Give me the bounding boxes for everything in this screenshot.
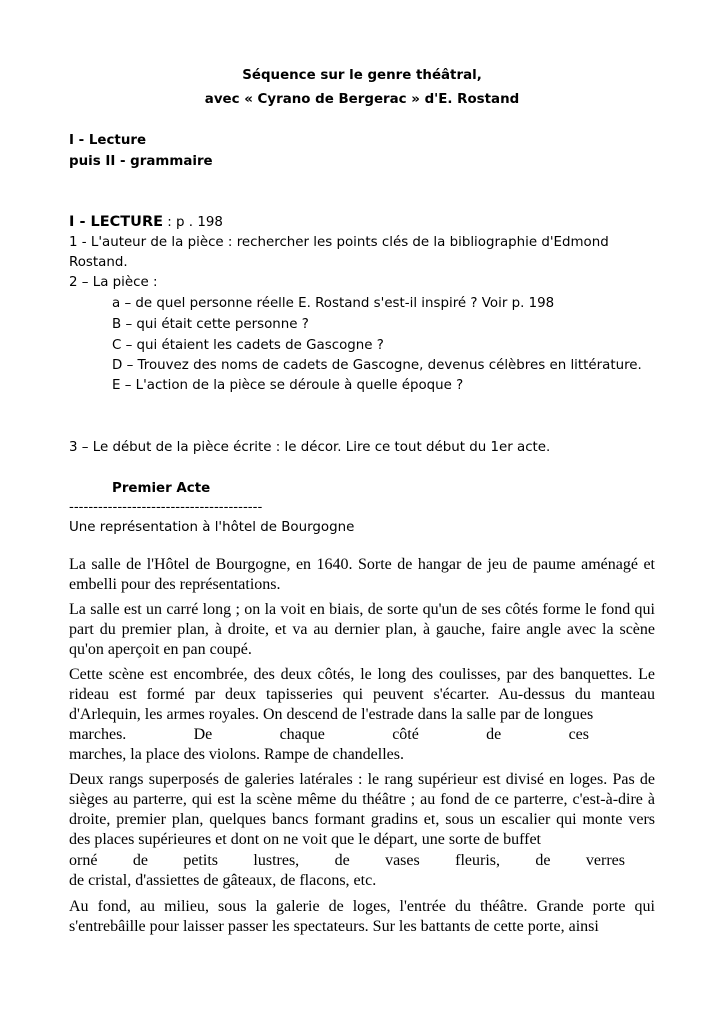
title-line-1: Séquence sur le genre théâtral, — [242, 68, 482, 83]
act-subtitle: Une représentation à l'hôtel de Bourgogne — [69, 520, 355, 535]
point-3: 3 – Le début de la pièce écrite : le décor. Lire ce tout début du 1er acte. — [69, 440, 551, 455]
paragraph-3-line-4: marches. De chaque côté de ces — [69, 726, 589, 743]
paragraph-4-line-6: de cristal, d'assiettes de gâteaux, de flacons, etc. — [69, 872, 377, 889]
paragraph-3-line-5: marches, la place des violons. Rampe de chandelles. — [69, 746, 404, 763]
outline-item-1: I - Lecture — [69, 133, 147, 148]
paragraph-3-part-1: Cette scène est encombrée, des deux côtés, le long des coulisses, par des banquettes. Le rideau est formé par deux tapisseries qui peuvent s'écarter. Au-dessus du manteau d'Arlequin, les armes royales. On descend de l'estrade dans la salle par de longues — [69, 666, 655, 723]
paragraph-3 — [69, 665, 655, 725]
subpoint-e: E – L'action de la pièce se déroule à quelle époque ? — [112, 378, 464, 393]
paragraph-4-line-5: orné de petits lustres, de vases fleuris, de verres — [69, 852, 625, 869]
outline-item-2: puis II - grammaire — [69, 154, 213, 169]
lecture-heading: I - LECTURE — [69, 214, 164, 230]
paragraph-5: Au fond, au milieu, sous la galerie de loges, l'entrée du théâtre. Grande porte qui s'entrebâille pour laisser passer les spectateurs. Sur les battants de cette porte, ainsi — [69, 898, 655, 935]
paragraph-4-part-1: Deux rangs superposés de galeries latérales : le rang supérieur est divisé en loges. Pas de sièges au parterre, qui est la scène même du théâtre ; au fond de ce parterre, c'est-à-dire à droite, premier plan, quelques bancs formant gradins et, sous un escalier qui monte vers des places supérieures et dont on ne voit que le départ, une sorte de buffet — [69, 771, 655, 848]
lecture-page-ref: : p . 198 — [163, 215, 223, 230]
paragraph-1: La salle de l'Hôtel de Bourgogne, en 1640. Sorte de hangar de jeu de paume aménagé et embelli pour des représentations. — [69, 556, 655, 593]
title-line-2: avec « Cyrano de Bergerac » d'E. Rostand — [204, 92, 520, 107]
subpoint-d: D – Trouvez des noms de cadets de Gascogne, devenus célèbres en littérature. — [112, 358, 642, 373]
point-2: 2 – La pièce : — [69, 275, 158, 290]
act-heading: Premier Acte — [112, 481, 211, 496]
subpoint-a: a – de quel personne réelle E. Rostand s'est-il inspiré ? Voir p. 198 — [112, 296, 555, 311]
paragraph-4 — [69, 770, 655, 850]
subpoint-b: B – qui était cette personne ? — [112, 317, 309, 332]
subpoint-c: C – qui étaient les cadets de Gascogne ? — [112, 338, 384, 353]
separator: ---------------------------------------- — [69, 500, 263, 515]
point-1-line-1: 1 - L'auteur de la pièce : rechercher les points clés de la bibliographie d'Edmond — [69, 235, 609, 250]
point-1-line-2: Rostand. — [69, 255, 128, 270]
lecture-heading-line — [69, 212, 223, 233]
paragraph-2: La salle est un carré long ; on la voit en biais, de sorte qu'un de ses côtés forme le fond qui part du premier plan, à droite, et va au dernier plan, à gauche, faire angle avec la scène qu'on aperçoit en pan coupé. — [69, 601, 655, 658]
